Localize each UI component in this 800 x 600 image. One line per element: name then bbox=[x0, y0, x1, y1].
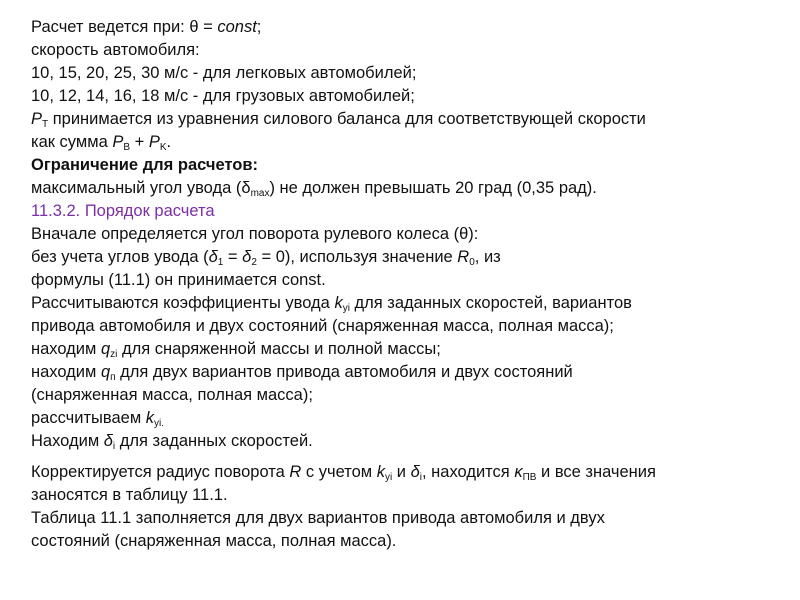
bold-text-line bbox=[31, 154, 791, 177]
text-run: R bbox=[457, 248, 470, 266]
subscript: zi bbox=[110, 349, 118, 360]
text-run: 11.3.2. Порядок расчета bbox=[31, 202, 215, 220]
text-line bbox=[31, 39, 791, 62]
text-run: q bbox=[100, 363, 111, 381]
text-run: Ограничение для расчетов: bbox=[31, 156, 258, 174]
text-run: заносятся в таблицу 11.1. bbox=[31, 486, 228, 504]
text-run: ) не должен превышать 20 град (0,35 рад). bbox=[269, 179, 597, 197]
subscript: ПВ bbox=[522, 472, 537, 483]
subscript: i bbox=[419, 472, 422, 483]
text-run: формулы (11.1) он принимается const. bbox=[31, 271, 326, 289]
subscript: п bbox=[110, 372, 116, 383]
text-line bbox=[31, 315, 791, 338]
text-run: принимается из уравнения силового баланса для соответствующей скорости bbox=[48, 110, 646, 128]
subscript: B bbox=[123, 142, 131, 153]
text-line bbox=[31, 361, 791, 384]
text-run: для заданных скоростей, вариантов bbox=[349, 294, 632, 312]
text-run: состояний (снаряженная масса, полная масса). bbox=[31, 532, 397, 550]
text-run: const bbox=[217, 18, 257, 36]
text-run: , находится bbox=[422, 463, 515, 481]
text-run: (снаряженная масса, полная масса); bbox=[31, 386, 313, 404]
text-run: без учета углов увода ( bbox=[31, 248, 209, 266]
subscript: 0 bbox=[469, 257, 475, 268]
text-run: для снаряженной массы и полной массы; bbox=[117, 340, 441, 358]
text-line bbox=[31, 177, 791, 200]
text-run: q bbox=[100, 340, 111, 358]
text-run: ; bbox=[256, 18, 262, 36]
text-run: κ bbox=[514, 463, 523, 481]
text-line bbox=[31, 292, 791, 315]
subscript: i bbox=[112, 441, 116, 452]
text-run: δ bbox=[410, 463, 420, 481]
text-run: Корректируется радиус поворота bbox=[31, 463, 290, 481]
text-run: k bbox=[376, 463, 385, 481]
subscript: yi bbox=[384, 472, 393, 483]
text-line bbox=[31, 484, 791, 507]
text-run: Находим bbox=[31, 432, 104, 450]
text-run: k bbox=[145, 409, 155, 427]
text-line bbox=[31, 16, 791, 39]
subscript: K bbox=[159, 142, 167, 153]
text-run: Рассчитываются коэффициенты увода bbox=[31, 294, 335, 312]
text-run: . bbox=[166, 133, 172, 151]
text-line bbox=[31, 85, 791, 108]
text-run: = 0), используя значение bbox=[256, 248, 458, 266]
text-line bbox=[31, 461, 791, 484]
text-run: находим bbox=[31, 363, 101, 381]
text-run: и все значения bbox=[536, 463, 656, 481]
text-line bbox=[31, 530, 791, 553]
text-run: , из bbox=[474, 248, 501, 266]
text-line bbox=[31, 430, 791, 453]
text-run: Вначале определяется угол поворота рулевого колеса (θ): bbox=[31, 225, 479, 243]
text-line bbox=[31, 384, 791, 407]
text-line bbox=[31, 131, 791, 154]
text-line bbox=[31, 407, 791, 430]
text-run: δ bbox=[103, 432, 113, 450]
text-run: максимальный угол увода (δ bbox=[31, 179, 251, 197]
section-heading bbox=[31, 200, 791, 223]
text-run: с учетом bbox=[301, 463, 377, 481]
subscript: T bbox=[42, 119, 49, 130]
subscript: yi. bbox=[154, 418, 165, 429]
text-run: P bbox=[31, 110, 43, 128]
text-run: 10, 15, 20, 25, 30 м/с - для легковых автомобилей; bbox=[31, 64, 417, 82]
text-line bbox=[31, 62, 791, 85]
subscript: yi bbox=[342, 303, 350, 314]
text-run: P bbox=[112, 133, 124, 151]
text-run: P bbox=[148, 133, 160, 151]
text-line bbox=[31, 269, 791, 292]
text-line bbox=[31, 108, 791, 131]
text-run: для двух вариантов привода автомобиля и двух состояний bbox=[115, 363, 573, 381]
text-run: Расчет ведется при: θ = bbox=[31, 18, 218, 36]
text-run: δ bbox=[242, 248, 252, 266]
text-run: привода автомобиля и двух состояний (снаряженная масса, полная масса); bbox=[31, 317, 614, 335]
text-line bbox=[31, 223, 791, 246]
text-run: и bbox=[392, 463, 411, 481]
text-run: R bbox=[289, 463, 302, 481]
text-run: скорость автомобиля: bbox=[31, 41, 200, 59]
subscript: 1 bbox=[217, 257, 224, 268]
text-run: + bbox=[130, 133, 149, 151]
text-run: находим bbox=[31, 340, 101, 358]
text-run: k bbox=[334, 294, 343, 312]
paragraph-spacer bbox=[31, 453, 791, 461]
slide-body-text bbox=[31, 16, 791, 553]
text-run: = bbox=[223, 248, 243, 266]
text-run: рассчитываем bbox=[31, 409, 146, 427]
text-run: как сумма bbox=[31, 133, 113, 151]
text-line bbox=[31, 246, 791, 269]
subscript: 2 bbox=[251, 257, 257, 268]
text-run: 10, 12, 14, 16, 18 м/с - для грузовых автомобилей; bbox=[31, 87, 415, 105]
subscript: max bbox=[250, 188, 270, 199]
text-run: δ bbox=[208, 248, 218, 266]
text-line bbox=[31, 338, 791, 361]
text-run: Таблица 11.1 заполняется для двух вариантов привода автомобиля и двух bbox=[31, 509, 605, 527]
text-line bbox=[31, 507, 791, 530]
text-run: для заданных скоростей. bbox=[115, 432, 313, 450]
